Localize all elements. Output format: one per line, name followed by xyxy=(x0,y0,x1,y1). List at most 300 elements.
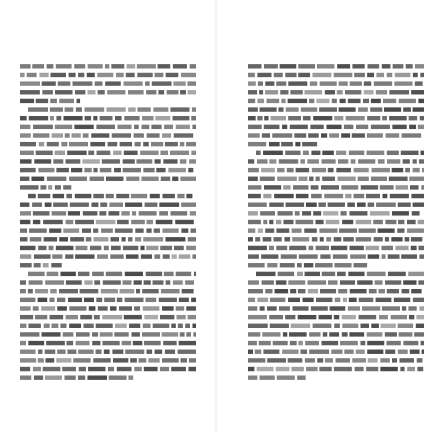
text-word xyxy=(248,107,258,111)
text-word xyxy=(259,375,274,379)
text-word xyxy=(417,367,423,371)
text-word xyxy=(421,185,424,189)
text-word xyxy=(45,375,62,379)
text-word xyxy=(411,246,417,250)
text-word xyxy=(407,228,424,232)
text-word xyxy=(189,159,196,163)
text-word xyxy=(176,315,185,319)
text-word xyxy=(99,211,106,215)
text-word xyxy=(369,289,377,293)
text-word xyxy=(125,203,142,207)
text-word xyxy=(256,272,275,276)
text-word xyxy=(45,358,54,362)
text-word xyxy=(162,306,174,310)
text-word xyxy=(20,324,26,328)
text-word xyxy=(380,367,398,371)
text-word xyxy=(298,177,307,181)
text-word xyxy=(295,142,300,146)
text-word xyxy=(160,315,174,319)
text-word xyxy=(303,116,311,120)
text-word xyxy=(101,289,118,293)
text-word xyxy=(65,254,73,258)
text-word xyxy=(322,151,334,155)
text-word xyxy=(333,254,348,258)
text-word xyxy=(177,194,184,198)
text-word xyxy=(274,237,282,241)
text-word xyxy=(309,246,314,250)
text-word xyxy=(166,73,179,77)
text-word xyxy=(297,272,303,276)
text-word xyxy=(258,228,263,232)
text-word xyxy=(248,211,258,215)
text-word xyxy=(416,315,424,319)
text-word xyxy=(163,254,170,258)
text-word xyxy=(162,133,171,137)
text-word xyxy=(57,298,65,302)
text-word xyxy=(248,133,260,137)
text-word xyxy=(88,64,103,68)
text-word xyxy=(53,203,68,207)
text-word xyxy=(304,90,322,94)
text-word xyxy=(355,367,364,371)
text-word xyxy=(345,90,361,94)
text-word xyxy=(20,350,36,354)
text-word xyxy=(56,246,74,250)
text-word xyxy=(82,228,91,232)
text-word xyxy=(379,289,385,293)
text-word xyxy=(285,315,295,319)
text-word xyxy=(191,151,196,155)
text-word xyxy=(103,280,121,284)
text-word xyxy=(115,116,122,120)
text-word xyxy=(113,358,128,362)
text-word xyxy=(137,73,152,77)
text-word xyxy=(354,73,365,77)
text-word xyxy=(392,125,406,129)
text-word xyxy=(143,142,149,146)
text-word xyxy=(78,375,85,379)
text-word xyxy=(71,168,82,172)
text-word xyxy=(301,350,308,354)
text-word xyxy=(105,64,109,68)
text-word xyxy=(364,81,371,85)
text-word xyxy=(32,203,42,207)
text-word xyxy=(63,332,74,336)
text-word xyxy=(66,315,78,319)
text-word xyxy=(50,116,54,120)
text-word xyxy=(419,306,424,310)
text-word xyxy=(155,159,161,163)
text-word xyxy=(418,246,424,250)
text-word xyxy=(304,263,313,267)
text-word xyxy=(128,90,144,94)
text-word xyxy=(283,185,290,189)
text-word xyxy=(49,298,54,302)
text-word xyxy=(334,324,340,328)
text-word xyxy=(263,350,279,354)
text-word xyxy=(348,306,360,310)
text-word xyxy=(115,228,133,232)
text-word xyxy=(20,159,32,163)
text-word xyxy=(422,350,424,354)
text-word xyxy=(319,228,337,232)
text-word xyxy=(336,168,351,172)
text-word xyxy=(322,177,335,181)
text-word xyxy=(408,272,424,276)
text-word xyxy=(34,375,43,379)
text-word xyxy=(61,142,67,146)
text-word xyxy=(288,298,300,302)
text-word xyxy=(130,358,137,362)
text-word xyxy=(281,254,297,258)
text-word xyxy=(55,151,65,155)
text-word xyxy=(421,341,424,345)
text-word xyxy=(357,280,372,284)
text-word xyxy=(84,324,94,328)
text-word xyxy=(74,64,85,68)
text-word xyxy=(180,159,187,163)
text-word xyxy=(328,280,338,284)
text-word xyxy=(39,73,48,77)
text-word xyxy=(276,228,289,232)
text-word xyxy=(350,254,366,258)
text-word xyxy=(304,228,317,232)
text-word xyxy=(90,142,105,146)
text-word xyxy=(280,90,288,94)
text-word xyxy=(276,367,290,371)
text-word xyxy=(264,116,268,120)
text-word xyxy=(392,211,409,215)
text-word xyxy=(20,133,31,137)
text-word xyxy=(320,289,336,293)
text-word xyxy=(265,228,274,232)
text-word xyxy=(413,73,418,77)
text-word xyxy=(277,177,297,181)
text-word xyxy=(248,298,255,302)
text-word xyxy=(310,81,317,85)
text-word xyxy=(48,185,52,189)
text-word xyxy=(38,350,42,354)
text-word xyxy=(20,298,35,302)
text-word xyxy=(277,168,284,172)
text-word xyxy=(385,220,396,224)
text-word xyxy=(57,350,65,354)
text-word xyxy=(265,289,272,293)
text-word xyxy=(374,81,392,85)
text-word xyxy=(193,332,196,336)
text-word xyxy=(60,272,75,276)
text-word xyxy=(117,367,132,371)
text-word xyxy=(123,280,132,284)
text-word xyxy=(181,228,188,232)
text-word xyxy=(188,315,196,319)
text-word xyxy=(359,228,376,232)
text-word xyxy=(297,263,302,267)
text-word xyxy=(28,194,36,198)
text-word xyxy=(349,211,367,215)
text-word xyxy=(164,125,173,129)
text-word xyxy=(176,306,185,310)
text-word xyxy=(120,142,132,146)
text-word xyxy=(104,298,115,302)
text-word xyxy=(126,73,135,77)
text-word xyxy=(350,81,362,85)
text-word xyxy=(172,177,178,181)
text-word xyxy=(283,332,287,336)
text-word xyxy=(66,220,74,224)
text-word xyxy=(374,237,383,241)
text-word xyxy=(20,151,34,155)
text-word xyxy=(128,375,133,379)
text-word xyxy=(316,99,329,103)
text-word xyxy=(142,116,153,120)
text-word xyxy=(407,220,416,224)
text-word xyxy=(290,289,296,293)
text-word xyxy=(173,64,187,68)
text-word xyxy=(64,116,83,120)
text-word xyxy=(69,177,87,181)
text-word xyxy=(362,306,380,310)
text-word xyxy=(33,306,39,310)
text-word xyxy=(419,254,424,258)
text-word xyxy=(188,168,193,172)
text-word xyxy=(357,203,366,207)
text-word xyxy=(257,73,271,77)
text-word xyxy=(359,298,374,302)
text-word xyxy=(265,90,278,94)
text-word xyxy=(414,332,424,336)
text-word xyxy=(87,375,107,379)
text-word xyxy=(20,90,40,94)
text-word xyxy=(278,272,294,276)
text-word xyxy=(151,125,161,129)
text-word xyxy=(20,289,26,293)
text-word xyxy=(143,306,160,310)
text-word xyxy=(402,289,410,293)
text-word xyxy=(102,315,122,319)
text-word xyxy=(366,367,378,371)
text-word xyxy=(100,203,107,207)
text-word xyxy=(143,168,154,172)
text-word xyxy=(367,332,383,336)
text-word xyxy=(334,315,339,319)
text-word xyxy=(359,315,377,319)
text-word xyxy=(20,142,36,146)
text-word xyxy=(47,64,54,68)
text-word xyxy=(160,151,168,155)
text-word xyxy=(313,324,332,328)
text-word xyxy=(401,254,417,258)
text-word xyxy=(63,228,79,232)
text-word xyxy=(36,99,48,103)
text-word xyxy=(49,246,54,250)
text-word xyxy=(55,90,73,94)
text-word xyxy=(409,315,414,319)
text-word xyxy=(387,159,400,163)
text-word xyxy=(95,81,103,85)
text-word xyxy=(361,185,378,189)
text-word xyxy=(144,315,158,319)
text-word xyxy=(280,64,297,68)
text-word xyxy=(388,254,400,258)
text-word xyxy=(407,367,415,371)
text-word xyxy=(352,133,365,137)
text-word xyxy=(328,168,334,172)
text-word xyxy=(144,367,158,371)
text-word xyxy=(320,81,337,85)
text-word xyxy=(57,306,67,310)
text-word xyxy=(287,168,294,172)
text-word xyxy=(248,341,257,345)
text-word xyxy=(415,81,423,85)
text-word xyxy=(126,177,139,181)
text-word xyxy=(97,254,108,258)
text-word xyxy=(421,151,425,155)
text-word xyxy=(168,168,186,172)
text-word xyxy=(262,280,274,284)
text-word xyxy=(186,194,192,198)
text-word xyxy=(288,116,301,120)
text-word xyxy=(315,263,333,267)
text-word xyxy=(28,107,48,111)
text-word xyxy=(192,107,196,111)
text-word xyxy=(336,358,351,362)
text-word xyxy=(323,211,338,215)
text-word xyxy=(276,280,287,284)
text-word xyxy=(341,211,347,215)
text-word xyxy=(137,64,156,68)
text-word xyxy=(69,324,81,328)
text-word xyxy=(43,367,61,371)
text-word xyxy=(399,358,414,362)
text-word xyxy=(185,324,190,328)
text-word xyxy=(142,289,159,293)
text-word xyxy=(56,358,71,362)
text-word xyxy=(248,81,256,85)
text-word xyxy=(112,350,123,354)
text-word xyxy=(38,246,46,250)
text-word xyxy=(170,151,189,155)
text-word xyxy=(413,298,424,302)
text-word xyxy=(371,324,379,328)
text-word xyxy=(45,203,52,207)
text-word xyxy=(278,107,283,111)
text-word xyxy=(165,350,175,354)
text-word xyxy=(411,194,424,198)
text-word xyxy=(298,64,315,68)
text-word xyxy=(110,237,119,241)
text-word xyxy=(384,107,401,111)
text-word xyxy=(419,159,424,163)
text-word xyxy=(86,237,92,241)
text-word xyxy=(327,125,342,129)
text-word xyxy=(146,90,156,94)
text-word xyxy=(194,272,196,276)
text-word xyxy=(20,280,26,284)
text-word xyxy=(158,64,171,68)
text-word xyxy=(82,159,100,163)
text-word xyxy=(55,125,72,129)
text-word xyxy=(298,289,306,293)
text-word xyxy=(283,220,293,224)
text-word xyxy=(122,341,132,345)
text-word xyxy=(289,246,306,250)
text-word xyxy=(38,168,54,172)
text-word xyxy=(316,246,329,250)
text-word xyxy=(59,289,78,293)
text-word xyxy=(131,194,147,198)
text-word xyxy=(418,99,424,103)
text-word xyxy=(53,194,64,198)
text-word xyxy=(143,237,163,241)
text-word xyxy=(51,324,58,328)
text-word xyxy=(264,125,280,129)
text-word xyxy=(311,185,319,189)
text-word xyxy=(269,246,274,250)
text-word xyxy=(284,237,290,241)
text-word xyxy=(128,237,132,241)
text-word xyxy=(88,151,94,155)
text-word xyxy=(110,306,117,310)
text-word xyxy=(375,280,383,284)
text-word xyxy=(80,315,92,319)
text-word xyxy=(325,358,333,362)
text-word xyxy=(309,99,314,103)
text-word xyxy=(143,324,151,328)
text-word xyxy=(176,125,190,129)
text-word xyxy=(367,350,383,354)
text-word xyxy=(391,315,407,319)
text-word xyxy=(20,203,29,207)
text-word xyxy=(38,194,51,198)
text-word xyxy=(306,367,317,371)
text-word xyxy=(315,220,323,224)
text-word xyxy=(20,81,40,85)
text-word xyxy=(124,81,143,85)
text-word xyxy=(281,99,285,103)
text-word xyxy=(88,367,105,371)
text-word xyxy=(296,168,310,172)
text-word xyxy=(124,116,139,120)
text-word xyxy=(298,341,303,345)
text-word xyxy=(84,280,92,284)
text-word xyxy=(341,185,358,189)
text-word xyxy=(51,263,61,267)
text-word xyxy=(316,298,332,302)
text-word xyxy=(20,263,32,267)
text-word xyxy=(282,125,287,129)
text-word xyxy=(298,315,317,319)
text-word xyxy=(159,211,168,215)
text-word xyxy=(34,263,41,267)
text-word xyxy=(70,237,84,241)
text-word xyxy=(368,254,380,258)
text-word xyxy=(20,220,30,224)
text-word xyxy=(53,159,63,163)
text-word xyxy=(312,168,326,172)
text-word xyxy=(334,73,353,77)
text-word xyxy=(400,367,404,371)
text-word xyxy=(93,168,97,172)
text-word xyxy=(93,358,110,362)
text-word xyxy=(92,341,100,345)
text-word xyxy=(20,367,30,371)
text-word xyxy=(148,358,159,362)
text-word xyxy=(267,358,286,362)
text-word xyxy=(307,280,326,284)
text-word xyxy=(413,107,424,111)
text-word xyxy=(69,142,88,146)
